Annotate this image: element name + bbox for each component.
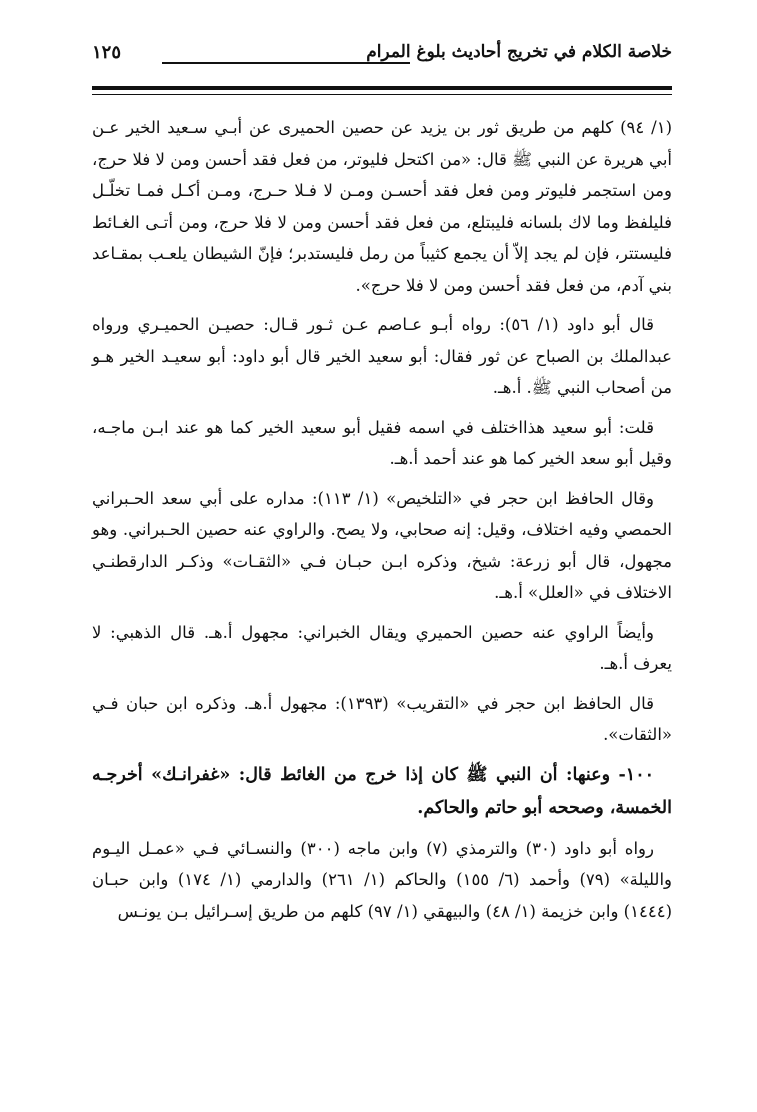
hadith-100: ١٠٠- وعنها: أن النبي ﷺ كان إذا خرج من الغائط قال: «غفرانـك» أخرجـه الخمسة، وصححه أبو حاتم والحاكم. [92, 764, 672, 818]
running-header [92, 40, 672, 74]
book-title: خلاصة الكلام في تخريج أحاديث بلوغ المرام [366, 42, 672, 62]
paragraph-author-note: قلت: أبو سعيد هذااختلف في اسمه فقيل أبو سعيد الخير كما هو عند ابـن ماجـه، وقيل أبو سعد الخير كما هو عند أحمد أ.هـ. [92, 417, 672, 468]
page-number: ١٢٥ [92, 42, 122, 63]
paragraph-abu-dawud-note: قال أبو داود (١/ ٥٦): رواه أبـو عـاصم عـن ثـور قـال: حصيـن الحميـري ورواه عبدالملك بن الصباح عن ثور فقال: أبو سعيد الخير قال أبو داود: أبو سعيـد الخير هـو من أصحاب النبي ﷺ. أ.هـ. [92, 315, 672, 397]
body-text [92, 112, 672, 935]
paragraph-takhrij-100: رواه أبو داود (٣٠) والترمذي (٧) وابن ماجه (٣٠٠) والنسـائي فـي «عمـل اليـوم والليلة» (٧٩) وأحمد (٦/ ١٥٥) والحاكم (١/ ٢٦١) والدارمي (١/ ١٧٤) وابن حبـان (١٤٤٤) وابن خزيمة (١/ ٤٨) والبيهقي (١/ ٩٧) كلهم من طريق إسـرائيل بـن يونـس [92, 838, 673, 921]
header-divider [162, 62, 410, 64]
paragraph-dhahabi-quote: وأيضاً الراوي عنه حصين الحميري ويقال الخبراني: مجهول أ.هـ. قال الذهبي: لا يعرف أ.هـ. [92, 622, 672, 673]
paragraph-talkhis-quote: وقال الحافظ ابن حجر في «التلخيص» (١/ ١١٣): مداره على أبي سعد الحـبراني الحمصي وفيه اختلاف، وقيل: إنه صحابي، ولا يصح. والراوي عنه حصين الحـبراني. وهو مجهول، قال أبو زرعة: شيخ، وذكره ابـن حبـان فـي «الثقـات» وذكـر الدارقطنـي الاختلاف في «العلل» أ.هـ. [92, 488, 672, 602]
header-rule-thin [92, 94, 672, 95]
paragraph-taqrib-quote: قال الحافظ ابن حجر في «التقريب» (١٣٩٣): مجهول أ.هـ. وذكره ابن حبان فـي «الثقات». [92, 693, 672, 744]
header-rule-thick [92, 86, 672, 90]
paragraph-takhrij-94: (١/ ٩٤) كلهم من طريق ثور بن يزيد عن حصين الحميرى عن أبـي سـعيد الخير عـن أبي هريرة عن النبي ﷺ قال: «من اكتحل فليوتر، من فعل فقد أحسن ومن لا فلا حرج، ومن استجمر فليوتر ومن فعل فقد أحسـن ومـن لا فـلا حـرج، ومـن أكـل فمـا تخلّـل فليلفظ وما لاك بلسانه فليبتلع، من فعل فقد أحسن ومن لا فلا حرج، ومن أتـى الغـائط فليستتر، فإن لم يجد إلاّ أن يجمع كثيباً من رمل فليستدبر؛ فإنّ الشيطان يلعـب بمقـاعد بني آدم، من فعل فقد أحسن ومن لا فلا حرج». [92, 118, 672, 295]
